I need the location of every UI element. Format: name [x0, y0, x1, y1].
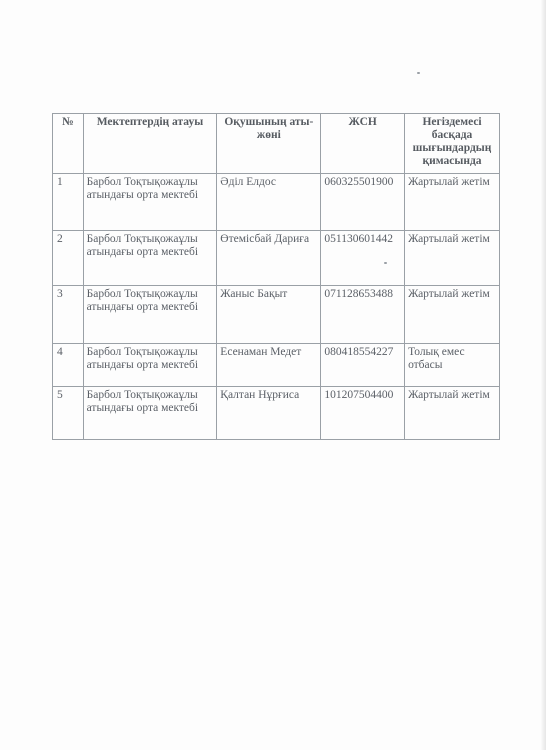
table-header-row — [53, 114, 500, 174]
table-row — [53, 174, 500, 231]
iin-cell: 051130601442 — [321, 231, 405, 286]
reason-cell: Жартылай жетім — [405, 387, 500, 440]
table-row — [53, 286, 500, 344]
student-name-cell: Өтемісбай Дариға — [217, 231, 321, 286]
row-number: 3 — [53, 286, 84, 344]
reason-cell: Жартылай жетім — [405, 231, 500, 286]
scan-edge-shadow — [540, 0, 546, 750]
school-name-cell: Барбол Тоқтықожаұлы атындағы орта мектебі — [83, 174, 217, 231]
table-row — [53, 344, 500, 387]
student-table — [52, 113, 500, 440]
table-row — [53, 231, 500, 286]
student-name-cell: Жаныс Бақыт — [217, 286, 321, 344]
scan-speck — [417, 72, 420, 74]
reason-cell: Жартылай жетім — [405, 286, 500, 344]
row-number: 5 — [53, 387, 84, 440]
iin-cell: 071128653488 — [321, 286, 405, 344]
iin-cell: 060325501900 — [321, 174, 405, 231]
row-number: 2 — [53, 231, 84, 286]
header-school-name: Мектептердің атауы — [83, 114, 217, 174]
header-number: № — [53, 114, 84, 174]
student-name-cell: Есенаман Медет — [217, 344, 321, 387]
school-name-cell: Барбол Тоқтықожаұлы атындағы орта мектебі — [83, 231, 217, 286]
table-row — [53, 387, 500, 440]
school-name-cell: Барбол Тоқтықожаұлы атындағы орта мектебі — [83, 344, 217, 387]
reason-cell: Жартылай жетім — [405, 174, 500, 231]
row-number: 1 — [53, 174, 84, 231]
header-student-name: Оқушының аты-жөні — [217, 114, 321, 174]
iin-cell: 101207504400 — [321, 387, 405, 440]
iin-cell: 080418554227 — [321, 344, 405, 387]
header-reason: Негіздемесі басқада шығындардың қимасында — [405, 114, 500, 174]
student-name-cell: Қалтан Нұрғиса — [217, 387, 321, 440]
row-number: 4 — [53, 344, 84, 387]
school-name-cell: Барбол Тоқтықожаұлы атындағы орта мектебі — [83, 286, 217, 344]
header-iin: ЖСН — [321, 114, 405, 174]
reason-cell: Толық емес отбасы — [405, 344, 500, 387]
school-name-cell: Барбол Тоқтықожаұлы атындағы орта мектебі — [83, 387, 217, 440]
student-name-cell: Әділ Елдос — [217, 174, 321, 231]
